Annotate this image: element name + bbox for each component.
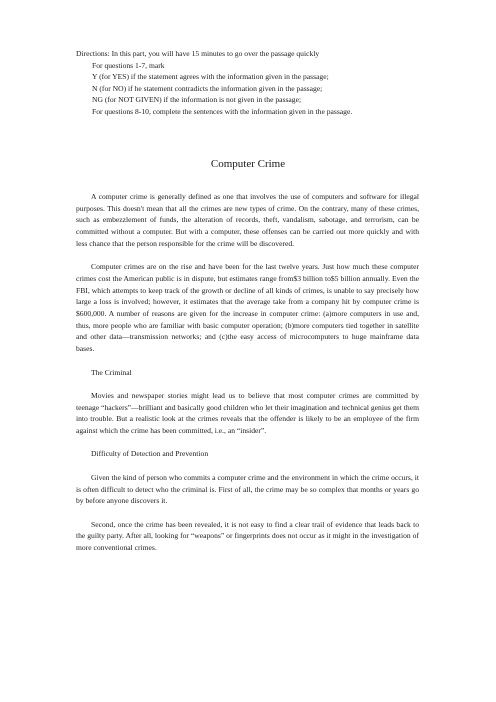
section-heading-criminal: The Criminal [91, 367, 132, 377]
article-title: Computer Crime [210, 158, 286, 170]
directions-line: Y (for YES) if the statement agrees with the information given in the passage; [92, 72, 329, 82]
directions-line: For questions 8-10, complete the sentences with the information given in the passage. [92, 106, 353, 116]
article-paragraph: Given the kind of person who commits a computer crime and the environment in which the crime occurs, it is often difficult to detect who the criminal is. First of all, the crime may be so complex that months or years go by before anyone discovers it. [76, 472, 419, 506]
article-paragraph: A computer crime is generally defined as one that involves the use of computers and software for illegal purposes. This doesn't mean that all the crimes are new types of crime. On the contrary, many of these crimes, such as embezzlement of funds, the alteration of records, theft, vandalism, sabotage, and terrorism, can be committed without a computer. But with a computer, these offenses can be carried out more quickly and with less chance that the person responsible for the crime will be discovered. [76, 192, 419, 248]
directions-block [76, 48, 436, 118]
article-body [76, 191, 419, 565]
directions-intro: Directions: In this part, you will have 15 minutes to go over the passage quickly [76, 49, 320, 58]
directions-line: NG (for NOT GIVEN) if the information is not given in the passage; [92, 95, 302, 105]
directions-line: For questions 1-7, mark [92, 60, 165, 70]
section-heading-detection: Difficulty of Detection and Prevention [91, 449, 209, 459]
article-paragraph: Movies and newspaper stories might lead us to believe that most computer crimes are committed by teenage “hackers”—brilliant and basically good children who let their imagination and technical genius get them into trouble. But a realistic look at the crimes reveals that the offender is likely to be an employee of the firm against which the crime has been committed, i.e., an “insider”. [76, 390, 419, 436]
article-paragraph: Computer crimes are on the rise and have been for the last twelve years. Just how much these computer crimes cost the American public is in dispute, but estimates range from$3 billion to$5 billion annually. Even the FBI, which attempts to keep track of the growth or decline of all kinds of crimes, is unable to say precisely how large a loss is involved; however, it estimates that the average take from a company hit by computer crime is $600,000. A number of reasons are given for the increase in computer crime: (a)more computers in use and, thus, more people who are familiar with basic computer operation; (b)more computers tied together in satellite and other data—transmission networks; and (c)the easy access of microcomputers to huge mainframe data bases. [76, 262, 419, 354]
directions-line: N (for NO) if he statement contradicts the information given in the passage; [92, 83, 323, 93]
article-paragraph: Second, once the crime has been revealed, it is not easy to find a clear trail of evidence that leads back to the guilty party. After all, looking for “weapons” or fingerprints does not occur as it might in the investigation of more conventional crimes. [76, 519, 419, 552]
